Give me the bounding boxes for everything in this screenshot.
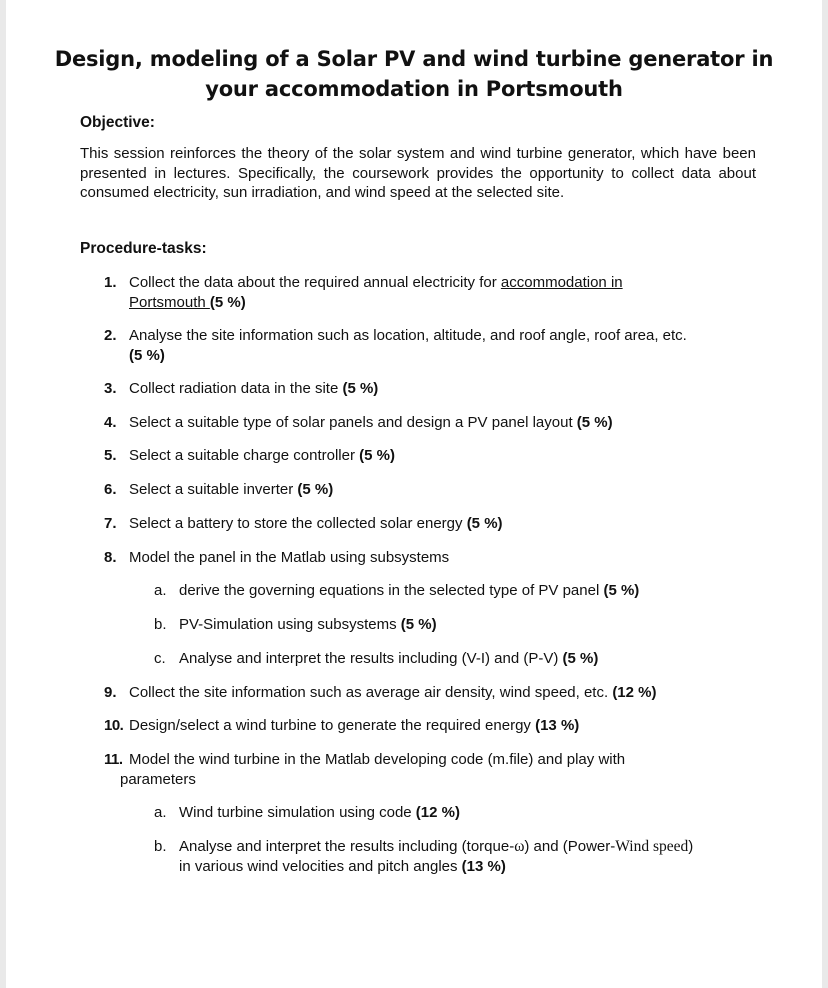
objective-text: This session reinforces the theory of the solar system and wind turbine generator, which have been presented in lectures. Specifically, the coursework provides the opportunity to collect data about consumed electricity, sun irradiation, and wind speed at the selected site.: [80, 145, 756, 201]
task-7: 7. Select a battery to store the collected solar energy (5 %): [104, 515, 503, 532]
task-8: 8. Model the panel in the Matlab using subsystems: [104, 549, 450, 566]
task-8b: b. PV-Simulation using subsystems (5 %): [154, 616, 437, 633]
task-4: 4. Select a suitable type of solar panels and design a PV panel layout (5 %): [104, 414, 613, 431]
task-10: 10. Design/select a wind turbine to generate the required energy (13 %): [104, 717, 580, 734]
task-11b: b. Analyse and interpret the results including (torque-ω) and (Power-Wind speed) in various wind velocities and pitch angles (13 %): [154, 838, 694, 875]
document-title: Design, modeling of a Solar PV and wind turbine generator in your accommodation in Portsmouth: [54, 47, 774, 101]
task-9: 9. Collect the site information such as average air density, wind speed, etc. (12 %): [104, 684, 657, 701]
task-3: 3. Collect radiation data in the site (5 %): [104, 380, 379, 397]
task-11a: a. Wind turbine simulation using code (12 %): [154, 804, 460, 821]
objective-heading: Objective:: [80, 114, 155, 131]
task-6: 6. Select a suitable inverter (5 %): [104, 481, 334, 498]
task-2: 2. Analyse the site information such as location, altitude, and roof angle, roof area, etc. (5 %): [104, 327, 687, 364]
task-1: 1. Collect the data about the required annual electricity for accommodation in Portsmouth (5 %): [104, 274, 623, 311]
task-8a: a. derive the governing equations in the selected type of PV panel (5 %): [154, 582, 640, 599]
procedure-heading: Procedure-tasks:: [80, 240, 207, 257]
task-11: 11. Model the wind turbine in the Matlab developing code (m.file) and play with parameters: [104, 751, 626, 788]
task-8c: c. Analyse and interpret the results including (V-I) and (P-V) (5 %): [154, 650, 599, 667]
document-page: [6, 0, 822, 988]
task-5: 5. Select a suitable charge controller (5 %): [104, 447, 395, 464]
